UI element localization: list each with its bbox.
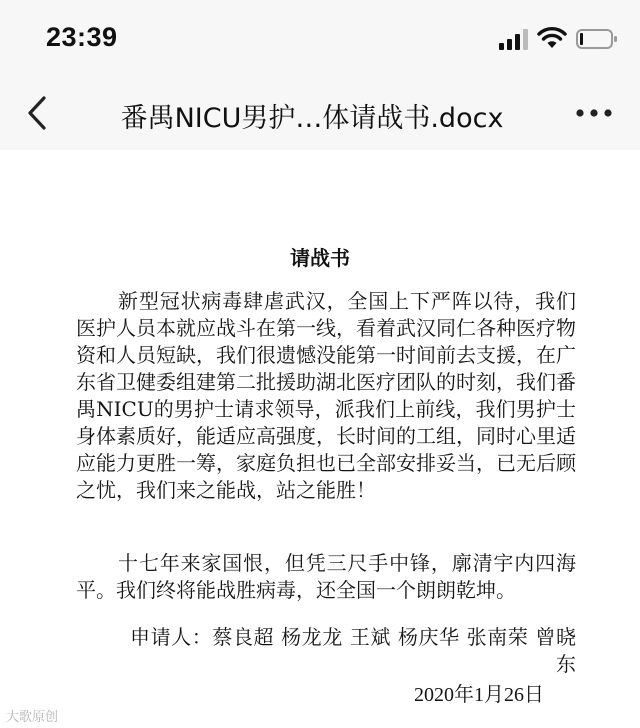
watermark: 大歌原创 xyxy=(6,710,59,725)
document-viewer[interactable] xyxy=(0,150,640,728)
document-date: 2020年1月26日 xyxy=(414,684,544,706)
document-paragraph: 新型冠状病毒肆虐武汉，全国上下严阵以待，我们医护人员本就应战斗在第一线，看着武汉同仁各种医疗物资和人员短缺，我们很遗憾没能第一时间前去支援，在广东省卫健委组建第二批援助湖北医疗团队的时刻，我们番禺NICU的男护士请求领导，派我们上前线，我们男护士身体素质好，能适应高强度，长时间的工组，同时心里适应能力更胜一筹，家庭负担也已全部安排妥当，已无后顾之忧，我们来之能战，站之能胜！ xyxy=(76,289,576,502)
document-paragraph: 十七年来家国恨，但凭三尺手中锋，廓清宇内四海平。我们终将能战胜病毒，还全国一个朗朗乾坤。 xyxy=(76,551,576,602)
document-nav-bar xyxy=(0,78,640,150)
wifi-icon xyxy=(537,26,567,50)
status-bar xyxy=(0,0,640,78)
status-time: 23:39 xyxy=(46,22,118,52)
chevron-left-icon[interactable] xyxy=(22,94,52,132)
battery-icon xyxy=(576,29,618,49)
document-title: 番禺NICU男护…体请战书.docx xyxy=(120,103,504,134)
applicant-signatures: 申请人：蔡良超 杨龙龙 王斌 杨庆华 张南荣 曾晓东 xyxy=(130,625,576,676)
ellipsis-icon[interactable] xyxy=(574,106,614,120)
cellular-signal-icon xyxy=(498,28,528,50)
document-heading: 请战书 xyxy=(290,246,350,270)
